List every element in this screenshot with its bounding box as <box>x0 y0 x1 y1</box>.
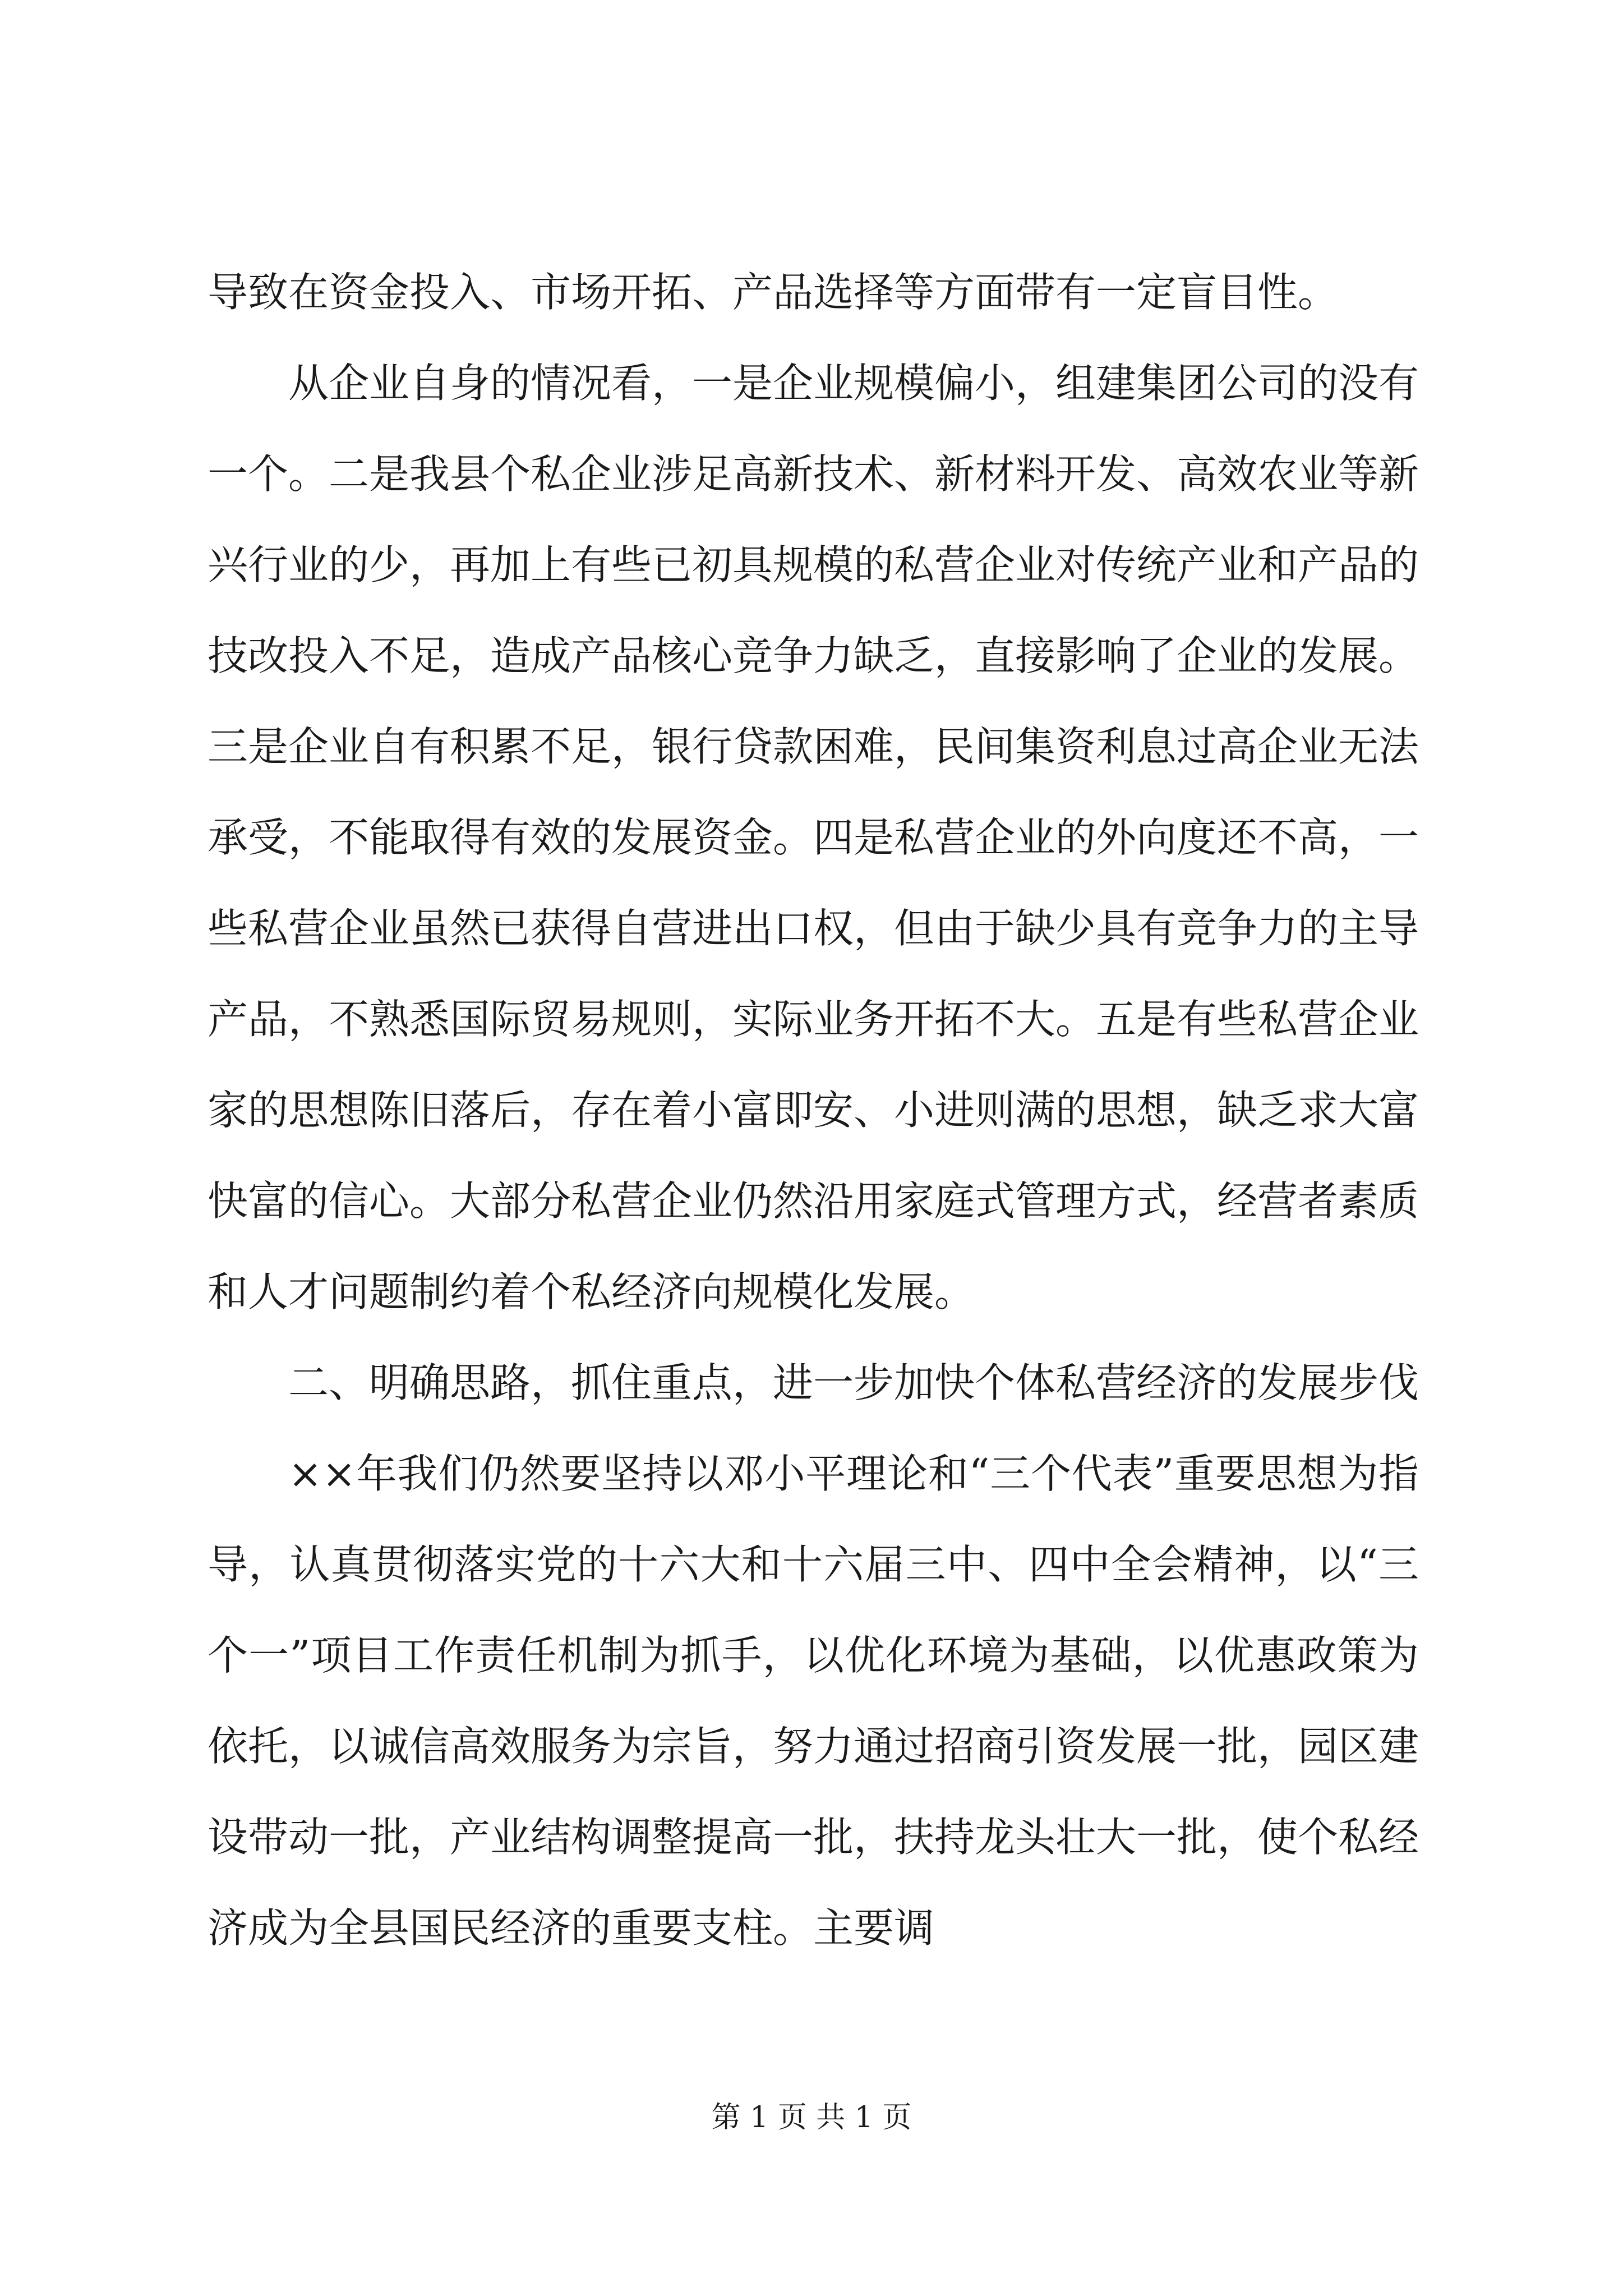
document-body <box>208 247 1419 1973</box>
paragraph-4: ××年我们仍然要坚持以邓小平理论和“三个代表”重要思想为指导，认真贯彻落实党的十六大和十六届三中、四中全会精神，以“三个一”项目工作责任机制为抓手，以优化环境为基础，以优惠政策为依托，以诚信高效服务为宗旨，努力通过招商引资发展一批，园区建设带动一批，产业结构调整提高一批，扶持龙头壮大一批，使个私经济成为全县国民经济的重要支柱。主要调 <box>208 1450 1419 1952</box>
page-footer: 第 1 页 共 1 页 <box>711 2101 912 2134</box>
paragraph-2: 从企业自身的情况看，一是企业规模偏小，组建集团公司的没有一个。二是我县个私企业涉足高新技术、新材料开发、高效农业等新兴行业的少，再加上有些已初具规模的私营企业对传统产业和产品的技改投入不足，造成产品核心竞争力缺乏，直接影响了企业的发展。三是企业自有积累不足，银行贷款困难，民间集资利息过高企业无法承受，不能取得有效的发展资金。四是私营企业的外向度还不高，一些私营企业虽然已获得自营进出口权，但由于缺少具有竞争力的主导产品，不熟悉国际贸易规则，实际业务开拓不大。五是有些私营企业家的思想陈旧落后，存在着小富即安、小进则满的思想，缺乏求大富快富的信心。大部分私营企业仍然沿用家庭式管理方式，经营者素质和人才问题制约着个私经济向规模化发展。 <box>208 360 1419 1315</box>
section-heading: 二、明确思路，抓住重点，进一步加快个体私营经济的发展步伐 <box>288 1359 1419 1406</box>
paragraph-1: 导致在资金投入、市场开拓、产品选择等方面带有一定盲目性。 <box>208 269 1339 316</box>
